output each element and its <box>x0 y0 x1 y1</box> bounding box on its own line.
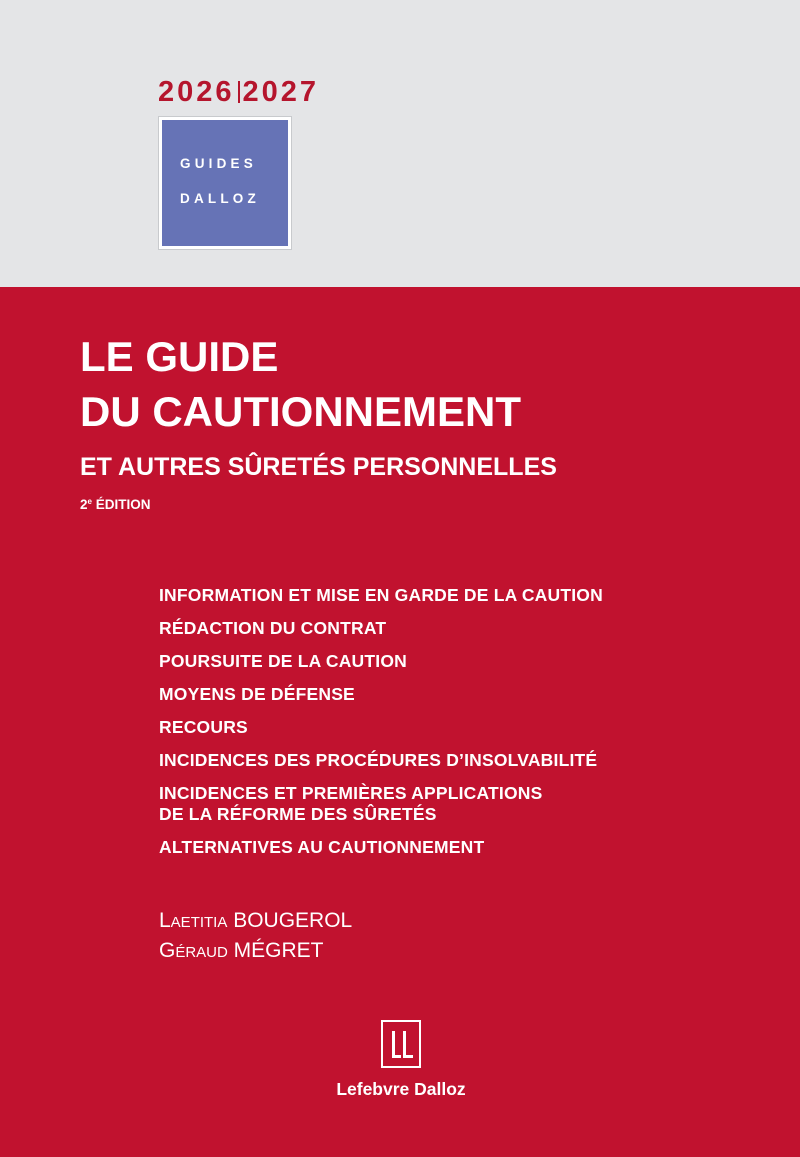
topic-item: POURSUITE DE LA CAUTION <box>159 651 407 671</box>
edition-years <box>158 76 319 108</box>
topic-item: DE LA RÉFORME DES SÛRETÉS <box>159 804 437 824</box>
topic-item: INCIDENCES DES PROCÉDURES D’INSOLVABILITÉ <box>159 750 598 770</box>
author-name: Géraud MÉGRET <box>159 939 324 962</box>
topic-item: MOYENS DE DÉFENSE <box>159 684 355 704</box>
edition-number: 2 <box>80 497 88 512</box>
edition-label <box>80 497 150 512</box>
top-band <box>0 0 800 287</box>
series-line-2: DALLOZ <box>180 191 260 206</box>
authors <box>159 906 352 966</box>
title-line-1: LE GUIDE <box>80 333 279 380</box>
year-end: 2027 <box>242 76 320 108</box>
edition-suffix: e <box>87 497 92 506</box>
lefebvre-dalloz-logo-icon <box>381 1020 421 1068</box>
series-box <box>159 117 291 249</box>
topic-item: ALTERNATIVES AU CAUTIONNEMENT <box>159 837 485 857</box>
topic-item: INFORMATION ET MISE EN GARDE DE LA CAUTION <box>159 585 603 605</box>
series-line-1: GUIDES <box>180 156 257 171</box>
topic-item: INCIDENCES ET PREMIÈRES APPLICATIONS <box>159 783 543 803</box>
year-separator <box>238 81 240 103</box>
topics-list <box>159 585 789 858</box>
topic-item: RÉDACTION DU CONTRAT <box>159 618 387 638</box>
subtitle: ET AUTRES SÛRETÉS PERSONNELLES <box>80 453 557 481</box>
publisher-name: Lefebvre Dalloz <box>336 1079 466 1099</box>
author-name: Laetitia BOUGEROL <box>159 909 353 932</box>
edition-text: ÉDITION <box>91 497 151 512</box>
topic-item: RECOURS <box>159 717 248 737</box>
title-line-2: DU CAUTIONNEMENT <box>80 388 521 435</box>
year-start: 2026 <box>158 76 235 108</box>
